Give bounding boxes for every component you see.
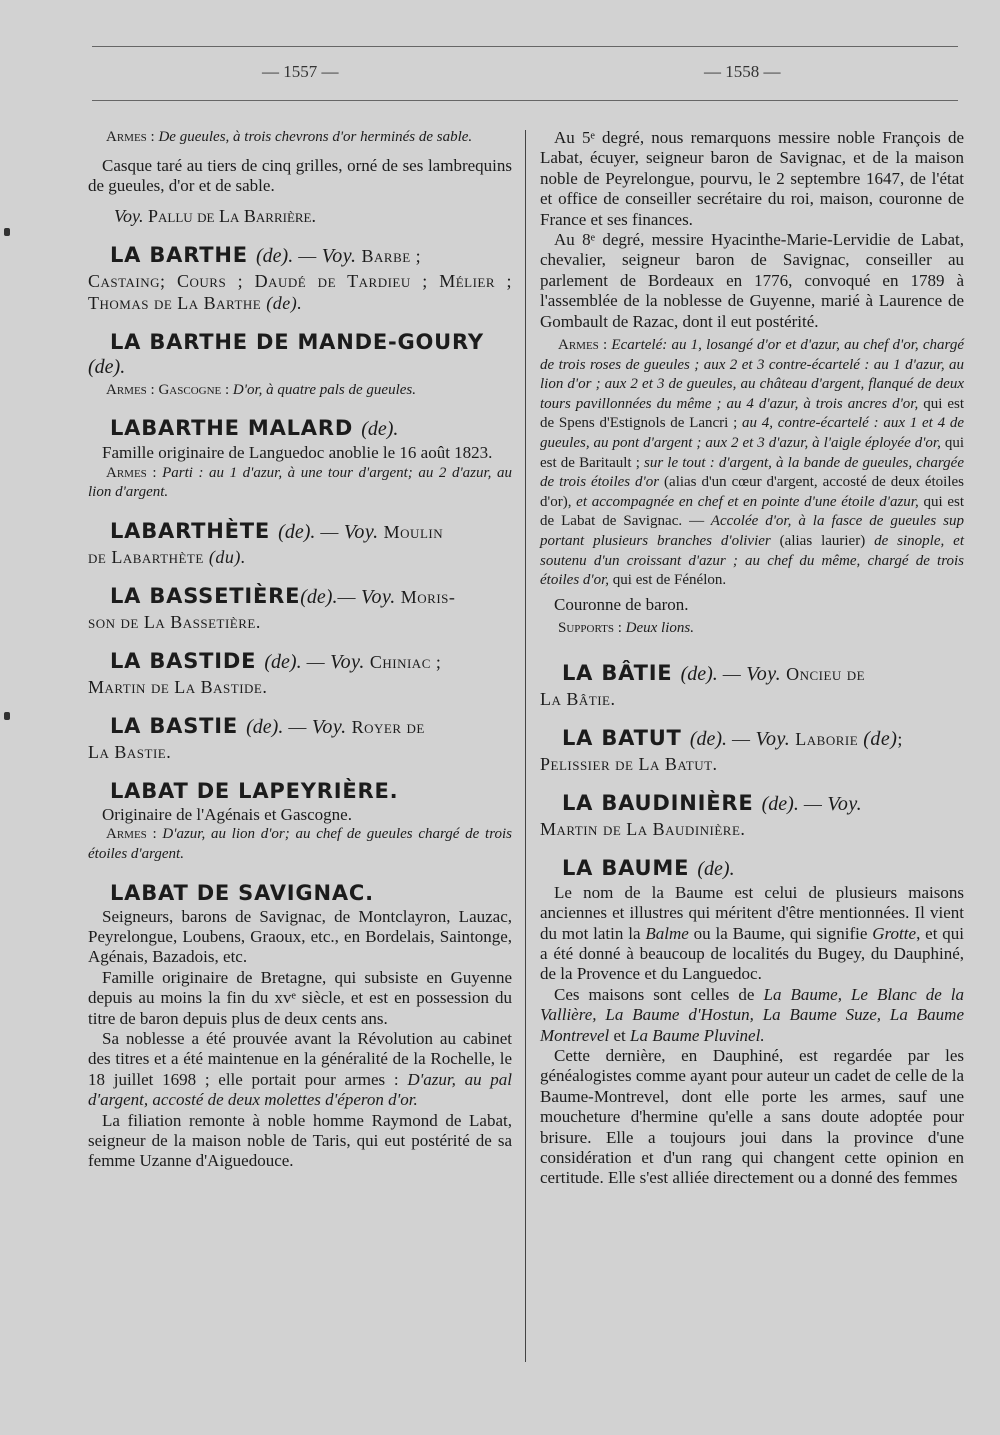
column-divider: [525, 130, 526, 1362]
entry-text: Le nom de la Baume est celui de plusieurs maisons anciennes et illustres qui méritent d'être mentionnées. Il vient du mot latin la Balme ou la Baume, qui signifie Grotte, et qui a été donné à beaucoup de localités du Bugey, du Dauphiné, de la Provence et du Languedoc.: [540, 882, 965, 984]
entry-heading: LABAT DE LAPEYRIÈRE.: [110, 779, 399, 803]
armes-paragraph: Armes : De gueules, à trois chevrons d'or herminés de sable.: [106, 129, 473, 145]
entry-heading: LABARTHÈTE (de). — Voy. Moulin: [110, 519, 444, 543]
entry-text: Ces maisons sont celles de La Baume, Le Blanc de la Vallière, La Baume d'Hostun, La Baume Suze, La Baume Montrevel et La Baume Pluvinel.: [540, 984, 965, 1045]
entry-crossref: Pelissier de La Batut.: [540, 753, 718, 774]
voy-reference: Voy. Pallu de La Barrière.: [114, 206, 316, 227]
armes-paragraph: Armes : Parti : au 1 d'azur, à une tour d'argent; au 2 d'azur, au lion d'argent.: [88, 464, 512, 501]
couronne-line: Couronne de baron.: [554, 594, 689, 614]
right-column: [540, 128, 964, 1189]
casque-paragraph: Casque taré au tiers de cinq grilles, orné de ses lambrequins de gueules, d'or et de sable.: [88, 155, 512, 195]
entry-heading: LA BARTHE (de). — Voy. Barbe ;: [110, 242, 422, 267]
entry-heading: LA BATUT (de). — Voy. Laborie (de);: [562, 725, 903, 750]
entry-crossref: Martin de La Bastide.: [88, 677, 268, 697]
armes-paragraph: Armes : D'azur, au lion d'or; au chef de gueules chargé de trois étoiles d'argent.: [88, 826, 512, 862]
entry-text: Famille originaire de Bretagne, qui subsiste en Guyenne depuis au moins la fin du xvᵉ siècle, et est en possession du titre de baron depuis plus de deux cents ans.: [88, 967, 512, 1028]
entry-heading: LA BÂTIE (de). — Voy. Oncieu de: [562, 660, 866, 685]
entry-heading: LA BAUME (de).: [562, 855, 735, 880]
entry-heading: LABAT DE SAVIGNAC.: [110, 880, 374, 905]
entry-heading: LA BASTIDE (de). — Voy. Chiniac ;: [110, 649, 442, 673]
entry-text: Originaire de l'Agénais et Gascogne.: [102, 805, 352, 824]
margin-mark: [4, 228, 10, 236]
entry-text: Seigneurs, barons de Savignac, de Montclayron, Lauzac, Peyrelongue, Loubens, Graoux, etc., en Bordelais, Saintonge, Agénais, Bazadois, etc.: [88, 906, 512, 967]
entry-crossref: Martin de La Baudinière.: [540, 818, 746, 839]
margin-mark: [4, 712, 10, 720]
armes-paragraph: Armes : Gascogne : D'or, à quatre pals de gueules.: [106, 381, 416, 398]
page-number-right: — 1558 —: [704, 62, 781, 81]
entry-crossref: de Labarthète (du).: [88, 547, 246, 567]
entry-heading: LABARTHE MALARD (de).: [110, 416, 399, 441]
entry-crossref: La Bâtie.: [540, 688, 616, 709]
entry-crossref: son de La Bassetière.: [88, 612, 261, 632]
entry-text: La filiation remonte à noble homme Raymond de Labat, seigneur de la maison noble de Taris, qui eut postérité de sa femme Uzanne d'Aiguedouce.: [88, 1110, 512, 1171]
header-rule: [92, 100, 958, 101]
page-number-left: — 1557 —: [262, 62, 339, 81]
armes-paragraph: Armes : Ecartelé: au 1, losangé d'or et d'azur, au chef d'or, chargé de trois roses de gueules ; aux 2 et 3 contre-écartelé : au 1 d'azur, au lion d'or ; aux 2 et 3 de gueules, au château d'argent, flanqué de deux tours pavillonnées du même ; au 4 d'azur, à trois ancres d'or, qui est de Spens d'Estignols de Lancri ; au 4, contre-écartelé : aux 1 et 4 de gueules, au pont d'argent ; aux 2 et 3 d'azur, à l'aigle éployée d'or, qui est de Baritault ; sur le tout : d'argent, à la bande de gueules, chargée de trois étoiles d'or (alias d'un cœur d'argent, accosté de deux étoiles d'or), et accompagnée en chef et en pointe d'une étoile d'azur, qui est de Labat de Savignac. — Accolée d'or, à la fasce de gueules sup portant plusieurs branches d'olivier (alias laurier) de sinople, et soutenu d'un croissant d'azur ; au chef du même, chargé de trois étoiles d'or, qui est de Fénélon.: [540, 337, 965, 589]
entry-crossref: Castaing; Cours ; Daudé de Tardieu ; Mélier ; Thomas de La Barthe (de).: [88, 270, 512, 313]
entry-heading: LA BARTHE DE MANDE-GOURY (de).: [88, 329, 484, 378]
left-column: [88, 128, 512, 1172]
entry-text: Au 8ᵉ degré, messire Hyacinthe-Marie-Lervidie de Labat, chevalier, seigneur baron de Savignac, conseiller au parlement de Bordeaux en 1776, convoqué en 1789 à l'assemblée de la noblesse de Guyenne, marié à Laurence de Gombault de Razac, dont il eut postérité.: [540, 230, 964, 331]
entry-crossref: La Bastie.: [88, 742, 172, 762]
entry-heading: LA BAUDINIÈRE (de). — Voy.: [562, 790, 863, 815]
entry-text: Famille originaire de Languedoc anoblie le 16 août 1823.: [102, 443, 493, 463]
entry-text: Sa noblesse a été prouvée avant la Révolution au cabinet des titres et a été maintenue en la généralité de la Rochelle, le 18 juillet 1698 ; elle portait pour armes : D'azur, au pal d'argent, accosté de deux molettes d'éperon d'or.: [88, 1029, 513, 1110]
top-rule: [92, 46, 958, 47]
entry-heading: LA BASTIE (de). — Voy. Royer de: [110, 714, 425, 738]
supports-line: Supports : Deux lions.: [558, 620, 694, 637]
entry-heading: LA BASSETIÈRE(de).— Voy. Moris-: [110, 584, 456, 608]
entry-text: Au 5ᵉ degré, nous remarquons messire noble François de Labat, écuyer, seigneur baron de Savignac, et de la maison noble de Peyrelongue, pourvu, le 2 septembre 1647, de l'état et office de conseiller secrétaire du roi, maison, couronne de France et ses finances.: [540, 128, 964, 229]
entry-text: Cette dernière, en Dauphiné, est regardée par les généalogistes comme ayant pour auteur un cadet de celle de la Baume-Montrevel, dont elle porte les armes, sauf une moucheture d'hermine qu'elle a sans doute adoptée pour brisure. Elle a toujours joui dans la province d'une considération et d'un rang qui changent cette opinion en certitude. Elle s'est alliée directement ou a donné des femmes: [540, 1046, 964, 1188]
